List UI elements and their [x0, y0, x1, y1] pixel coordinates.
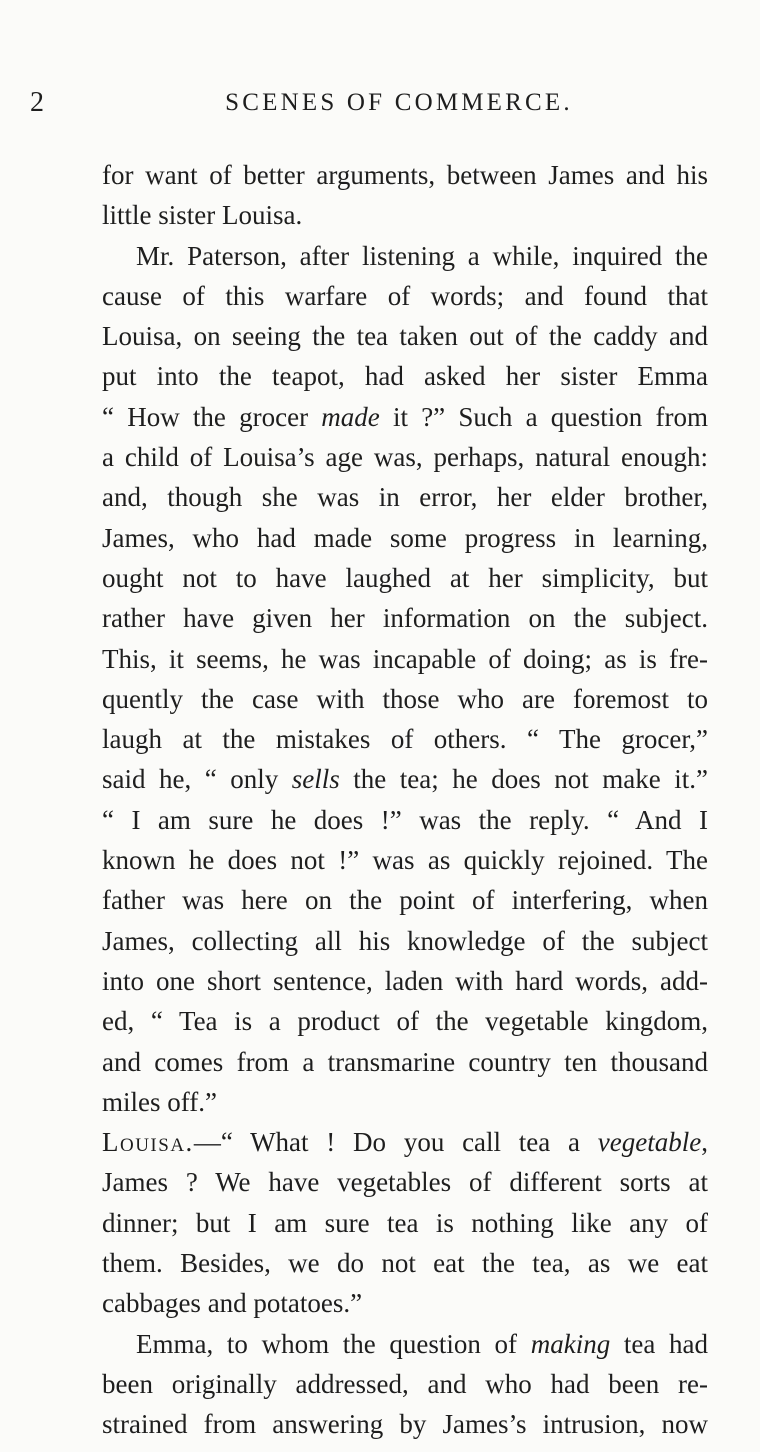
- text-line: cabbages and potatoes.”: [102, 1288, 363, 1319]
- text-line: been originally addressed, and who had been re-: [102, 1368, 708, 1399]
- text-line: laugh at the mistakes of others. “ The grocer,”: [102, 724, 708, 755]
- text-line: Emma, to whom the question of making tea had: [136, 1328, 709, 1359]
- text-line: This, it seems, he was incapable of doing; as is fre-: [102, 643, 708, 674]
- text-line: into one short sentence, laden with hard words, add-: [102, 965, 708, 996]
- text-line: Louisa.—“ What ! Do you call tea a vegetable,: [102, 1127, 708, 1158]
- running-title: SCENES OF COMMERCE.: [225, 89, 573, 116]
- text-line: ed, “ Tea is a product of the vegetable kingdom,: [102, 1006, 708, 1037]
- text-line: quently the case with those who are foremost to: [102, 683, 708, 714]
- text-line: little sister Louisa.: [102, 200, 303, 231]
- text-line: cause of this warfare of words; and found that: [102, 280, 708, 311]
- running-head: [30, 83, 730, 123]
- italic-word: made: [321, 401, 380, 432]
- text-line: father was here on the point of interfering, when: [102, 885, 708, 916]
- text-line: Mr. Paterson, after listening a while, inquired the: [136, 240, 708, 271]
- text-line: miles off.”: [102, 1086, 217, 1117]
- text-line: put into the teapot, had asked her sister Emma: [102, 361, 708, 392]
- text-line: for want of better arguments, between James and his: [102, 160, 708, 190]
- text-line: rather have given her information on the subject.: [102, 603, 708, 634]
- italic-word: making: [530, 1328, 611, 1359]
- text-line: a child of Louisa’s age was, perhaps, natural enough:: [102, 442, 708, 473]
- page-number: 2: [30, 87, 44, 118]
- text-line: “ How the grocer made it ?” Such a question from: [102, 401, 708, 432]
- text-line: and, though she was in error, her elder brother,: [102, 482, 708, 513]
- text-line: said he, “ only sells the tea; he does not make it.”: [102, 764, 708, 795]
- text-line: dinner; but I am sure tea is nothing like any of: [102, 1207, 708, 1238]
- text-line: Louisa, on seeing the tea taken out of the caddy and: [102, 321, 708, 352]
- speaker-name: Louisa.: [102, 1127, 194, 1158]
- text-line: strained from answering by James’s intrusion, now: [102, 1409, 708, 1440]
- text-line: and comes from a transmarine country ten thousand: [102, 1046, 708, 1077]
- italic-word: vegetable: [597, 1127, 702, 1158]
- text-line: James, collecting all his knowledge of the subject: [102, 925, 708, 956]
- text-line: “ I am sure he does !” was the reply. “ And I: [102, 804, 708, 835]
- italic-word: sells: [291, 764, 340, 795]
- text-line: James, who had made some progress in learning,: [102, 522, 708, 553]
- text-line: ought not to have laughed at her simplicity, but: [102, 562, 708, 593]
- text-line: known he does not !” was as quickly rejoined. The: [102, 845, 708, 876]
- body-text: [102, 155, 708, 1445]
- text-line: James ? We have vegetables of different sorts at: [102, 1167, 708, 1198]
- text-line: them. Besides, we do not eat the tea, as we eat: [102, 1248, 708, 1279]
